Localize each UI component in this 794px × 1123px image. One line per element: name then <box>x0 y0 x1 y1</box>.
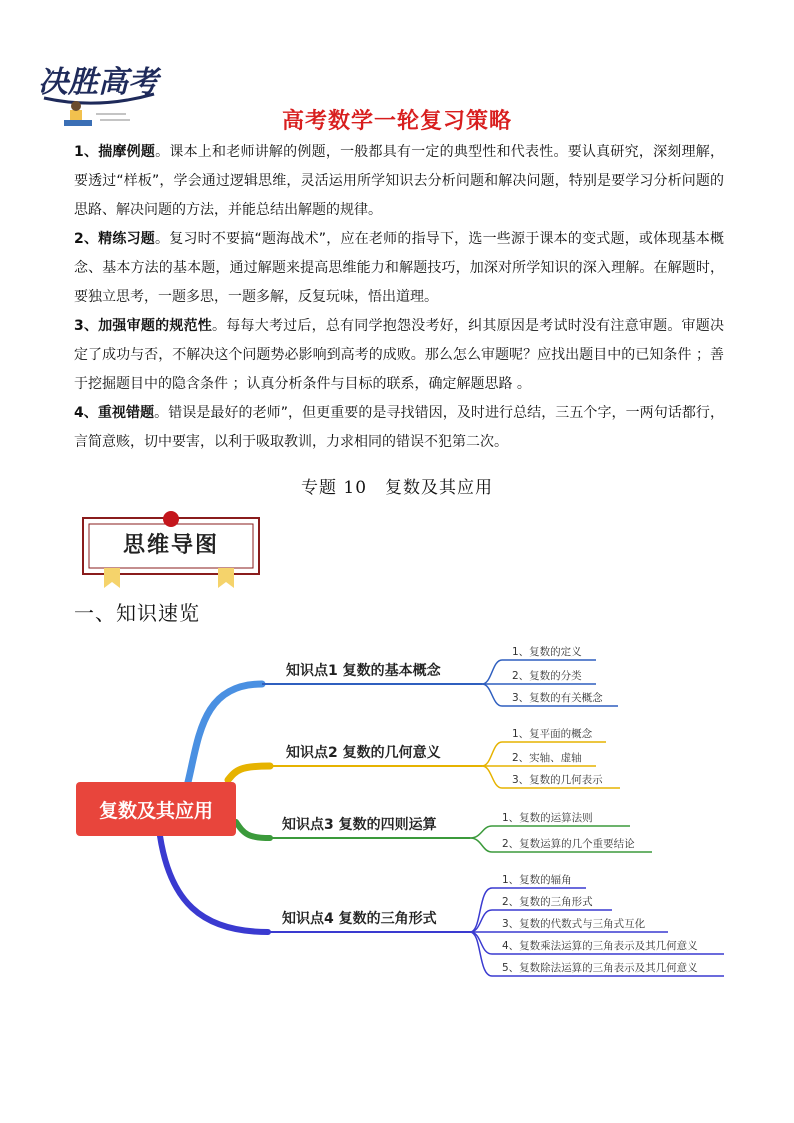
leaf-item: 3、复数的有关概念 <box>512 692 603 704</box>
tip-label: 1、揣摩例题 <box>74 144 156 160</box>
tip-label: 3、加强审题的规范性 <box>74 318 213 334</box>
tip-text: 。复习时不要搞“题海战术”，应在老师的指导下，选一些源于课本的变式题，或体现基本概念、基本方法的基本题，通过解题来提高思维能力和解题技巧，加深对所学知识的深入理解。在解题时，要独立思考，一题多思，一题多解，反复玩味，悟出道理。 <box>74 231 724 305</box>
leaf-item: 2、复数的三角形式 <box>502 896 593 908</box>
branch-label: 知识点1 复数的基本概念 <box>286 663 441 679</box>
logo-text: 决胜高考 <box>38 65 158 100</box>
leaf-item: 2、复数的分类 <box>512 670 582 682</box>
branch-label: 知识点2 复数的几何意义 <box>286 745 441 761</box>
branch-label: 知识点3 复数的四则运算 <box>282 817 437 833</box>
topic-title: 专题 10 复数及其应用 <box>300 478 494 498</box>
leaf-item: 1、复平面的概念 <box>512 728 593 740</box>
tip-text: 。课本上和老师讲解的例题，一般都具有一定的典型性和代表性。要认真研究，深刻理解，要透过“样板”，学会通过逻辑思维，灵活运用所学知识去分析问题和解决问题，特别是要学习分析问题的思路、解决问题的方法，并能总结出解题的规律。 <box>74 144 724 218</box>
page-title: 高考数学一轮复习策略 <box>281 109 512 134</box>
leaf-item: 2、实轴、虚轴 <box>512 752 582 764</box>
mindmap-root-label: 复数及其应用 <box>98 800 214 822</box>
leaf-item: 3、复数的代数式与三角式互化 <box>502 918 646 930</box>
leaf-item: 1、复数的定义 <box>512 646 582 658</box>
tip-label: 2、精练习题 <box>74 231 156 247</box>
leaf-item: 5、复数除法运算的三角表示及其几何意义 <box>502 962 698 974</box>
leaf-item: 4、复数乘法运算的三角表示及其几何意义 <box>502 940 698 952</box>
tip-label: 4、重视错题 <box>74 405 155 421</box>
section-heading: 一、知识速览 <box>74 601 200 625</box>
tip-text: 。错误是最好的老师”，但更重要的是寻找错因，及时进行总结，三五个字，一两句话都行，言简意赅，切中要害，以利于吸取教训，力求相同的错误不犯第二次。 <box>74 405 724 450</box>
badge-label: 思维导图 <box>122 533 219 558</box>
leaf-item: 3、复数的几何表示 <box>512 774 603 786</box>
leaf-item: 2、复数运算的几个重要结论 <box>502 838 635 850</box>
leaf-item: 1、复数的辐角 <box>502 874 572 886</box>
tip-text: 。每每大考过后，总有同学抱怨没考好，纠其原因是考试时没有注意审题。审题决定了成功与否，不解决这个问题势必影响到高考的成败。那么怎么审题呢？应找出题目中的已知条件 ；善于挖掘题目中的隐含条件 ；认真分析条件与目标的联系，确定解题思路 。 <box>74 318 725 392</box>
branch-label: 知识点4 复数的三角形式 <box>282 911 437 927</box>
leaf-item: 1、复数的运算法则 <box>502 812 593 824</box>
